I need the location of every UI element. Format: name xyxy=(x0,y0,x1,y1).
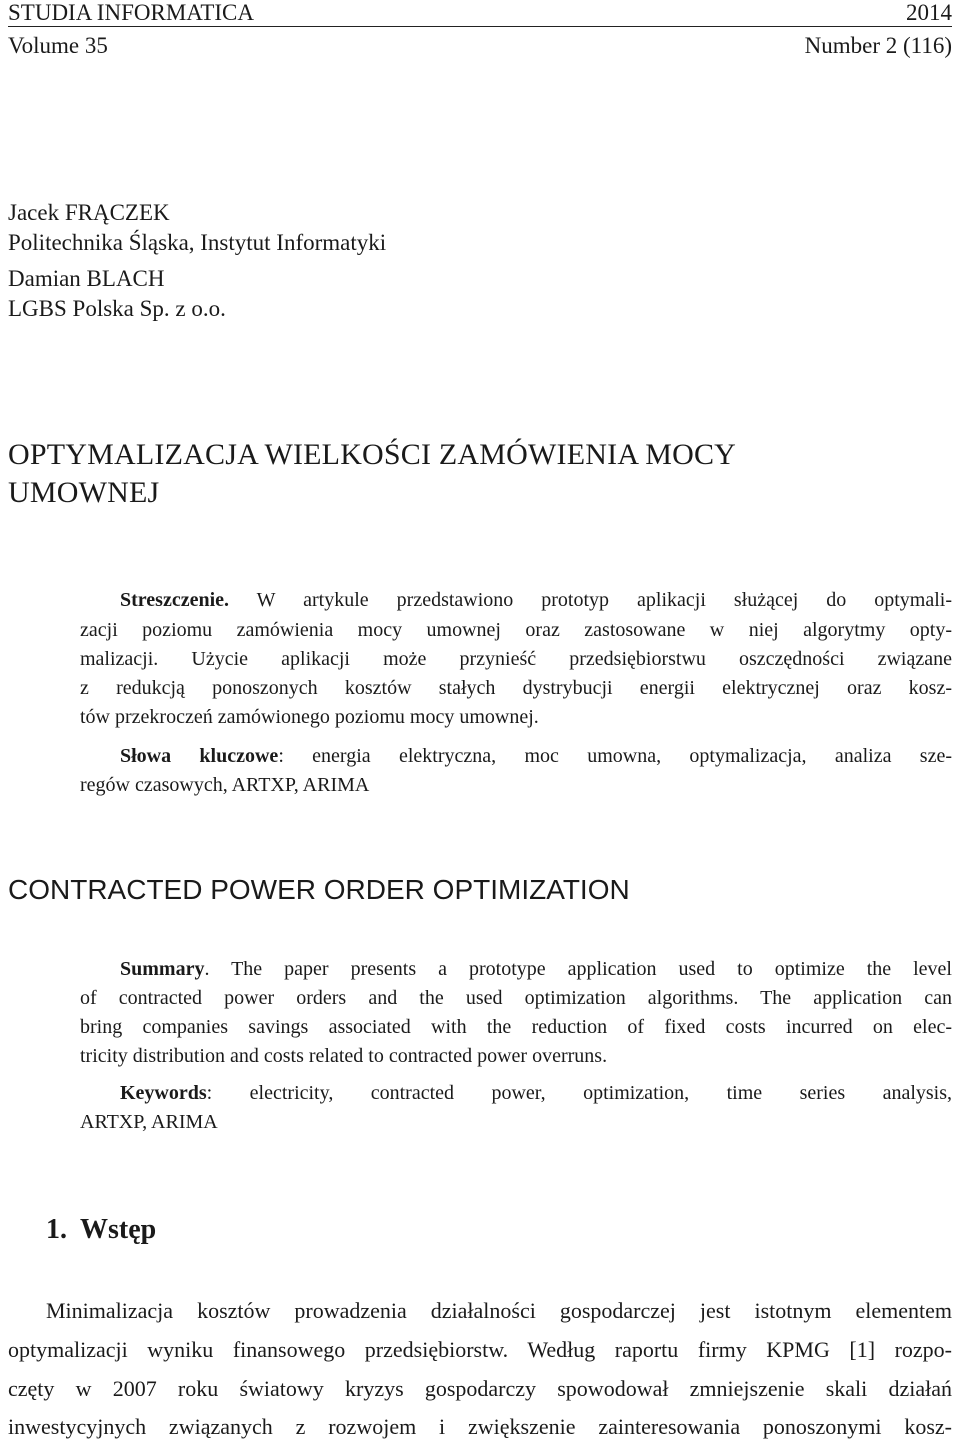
section-title: Wstęp xyxy=(80,1214,157,1245)
author-affiliation: Politechnika Śląska, Instytut Informatyki xyxy=(8,230,387,255)
author-affiliation: LGBS Polska Sp. z o.o. xyxy=(8,296,226,321)
abstract-line: z redukcją ponoszonych kosztów stałych dystrybucji energii elektrycznej oraz kosz- xyxy=(80,677,952,699)
abstract-line: tów przekroczeń zamówionego poziomu mocy umownej. xyxy=(80,706,539,728)
body-line: Minimalizacja kosztów prowadzenia działalności gospodarczej jest istotnym elementem xyxy=(46,1298,952,1323)
header-rule xyxy=(8,26,952,27)
keywords-line: ARTXP, ARIMA xyxy=(80,1111,218,1133)
abstract-line: malizacji. Użycie aplikacji może przynieść przedsiębiorstwu oszczędności związane xyxy=(80,648,952,670)
author-name: Damian BLACH xyxy=(8,266,165,291)
abstract-label: Streszczenie. xyxy=(120,589,230,611)
body-line: optymalizacji wyniku finansowego przedsiębiorstw. Według raportu firmy KPMG [1] rozpo- xyxy=(8,1337,952,1362)
body-line: inwestycyjnych związanych z rozwojem i zwiększenie zainteresowania ponoszonymi kosz- xyxy=(8,1414,952,1439)
abstract-line: zacji poziomu zamówienia mocy umownej oraz zastosowane w niej algorytmy opty- xyxy=(80,619,952,641)
abstract-label: Summary xyxy=(120,958,205,980)
abstract-line: Summary. The paper presents a prototype application used to optimize the level xyxy=(120,958,952,980)
abstract-line: bring companies savings associated with the reduction of fixed costs incurred on elec- xyxy=(80,1016,952,1038)
journal-volume: Volume 35 xyxy=(8,33,108,58)
title-line: UMOWNEJ xyxy=(8,476,160,509)
abstract-line: of contracted power orders and the used optimization algorithms. The application can xyxy=(80,987,952,1009)
section-number: 1. xyxy=(46,1214,67,1245)
author-name: Jacek FRĄCZEK xyxy=(8,200,170,225)
keywords-line: Słowa kluczowe: energia elektryczna, moc umowna, optymalizacja, analiza sze- xyxy=(120,745,952,767)
keywords-label: Keywords xyxy=(120,1082,207,1104)
keywords-line: regów czasowych, ARTXP, ARIMA xyxy=(80,774,370,796)
title-line: OPTYMALIZACJA WIELKOŚCI ZAMÓWIENIA MOCY xyxy=(8,438,737,471)
abstract-line: tricity distribution and costs related to contracted power overruns. xyxy=(80,1045,608,1067)
journal-number: Number 2 (116) xyxy=(804,33,952,58)
keywords-line: Keywords: electricity, contracted power, optimization, time series analysis, xyxy=(120,1082,952,1104)
body-line: częty w 2007 roku światowy kryzys gospodarczy spowodował zmniejszenie skali działań xyxy=(8,1376,952,1401)
journal-year: 2014 xyxy=(906,0,952,25)
paper-title-en: CONTRACTED POWER ORDER OPTIMIZATION xyxy=(8,874,630,905)
abstract-line: Streszczenie. W artykule przedstawiono prototyp aplikacji służącej do optymali- xyxy=(120,589,952,611)
keywords-label: Słowa kluczowe xyxy=(120,745,279,767)
journal-title: STUDIA INFORMATICA xyxy=(8,0,254,25)
